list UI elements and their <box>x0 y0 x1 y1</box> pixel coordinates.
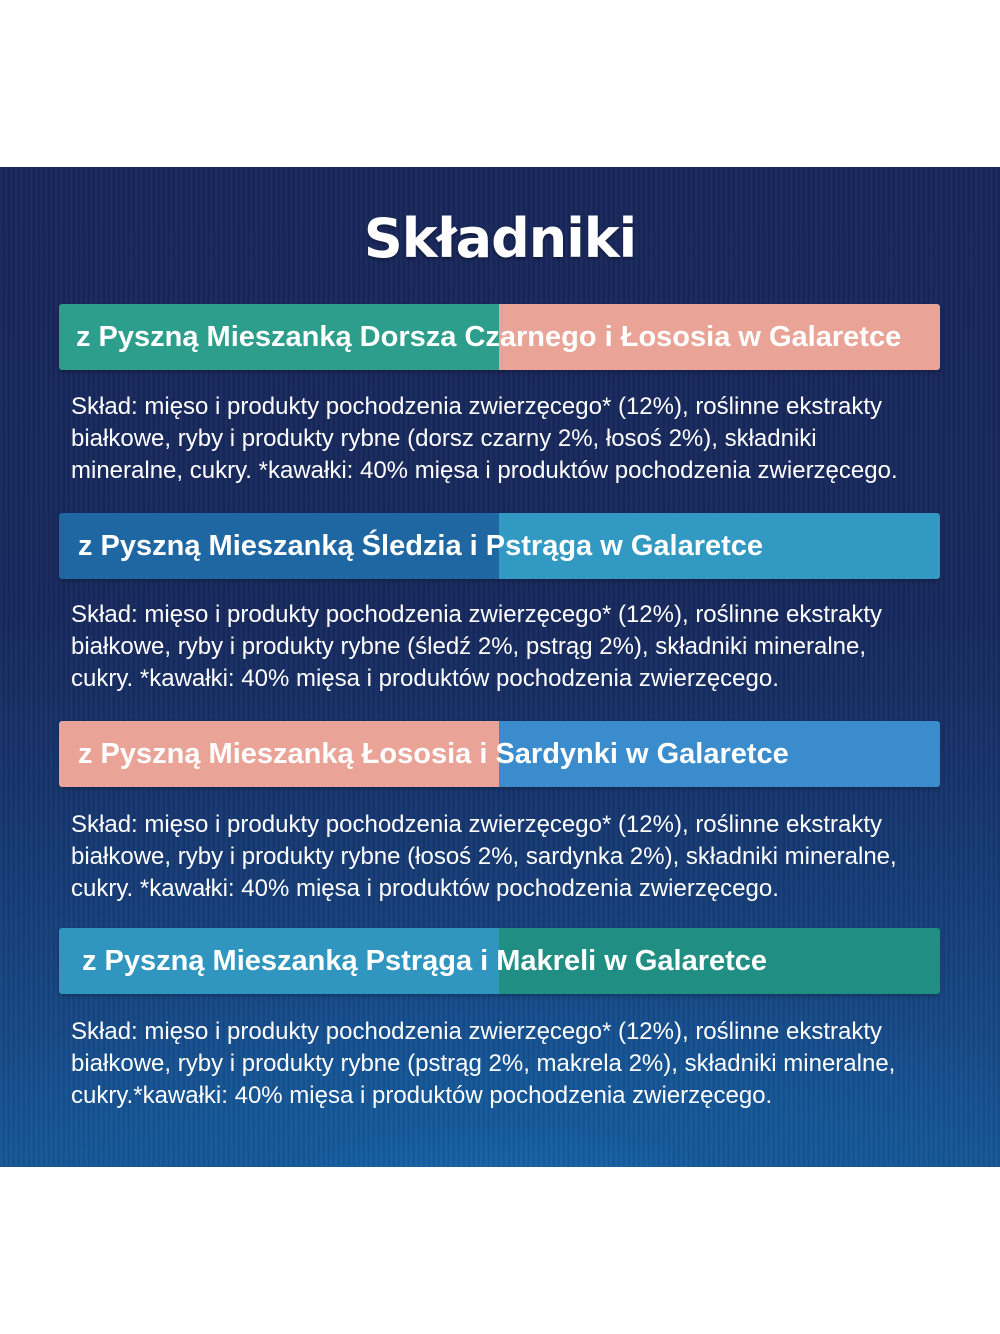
banner-trout-mackerel <box>59 928 940 994</box>
ingredients-line: białkowe, ryby i produkty rybne (śledź 2%, pstrąg 2%), składniki mineralne, <box>71 633 867 660</box>
ingredients-text-herring-trout <box>71 599 941 695</box>
banner-herring-trout <box>59 513 940 579</box>
ingredients-line: cukry. *kawałki: 40% mięsa i produktów pochodzenia zwierzęcego. <box>71 875 779 902</box>
banner-label: z Pyszną Mieszanką Łososia i Sardynki w Galaretce <box>78 738 789 770</box>
banner-label: z Pyszną Mieszanką Pstrąga i Makreli w Galaretce <box>82 945 768 977</box>
ingredients-line: mineralne, cukry. *kawałki: 40% mięsa i produktów pochodzenia zwierzęcego. <box>71 457 898 484</box>
banner-cod-salmon <box>59 304 940 370</box>
ingredients-line: białkowe, ryby i produkty rybne (dorsz czarny 2%, łosoś 2%), składniki <box>71 425 817 452</box>
ingredients-text-salmon-sardine <box>71 809 941 905</box>
ingredients-line: cukry. *kawałki: 40% mięsa i produktów pochodzenia zwierzęcego. <box>71 665 779 692</box>
ingredients-line: Skład: mięso i produkty pochodzenia zwierzęcego* (12%), roślinne ekstrakty <box>71 811 883 838</box>
banner-salmon-sardine <box>59 721 940 787</box>
banner-label: z Pyszną Mieszanką Śledzia i Pstrąga w Galaretce <box>78 530 764 562</box>
ingredients-line: cukry.*kawałki: 40% mięsa i produktów pochodzenia zwierzęcego. <box>71 1082 773 1109</box>
ingredients-line: Skład: mięso i produkty pochodzenia zwierzęcego* (12%), roślinne ekstrakty <box>71 1018 883 1045</box>
ingredients-line: białkowe, ryby i produkty rybne (pstrąg 2%, makrela 2%), składniki mineralne, <box>71 1050 896 1077</box>
ingredients-panel <box>0 167 1000 1167</box>
ingredients-line: Skład: mięso i produkty pochodzenia zwierzęcego* (12%), roślinne ekstrakty <box>71 601 883 628</box>
page-title: Składniki <box>363 207 637 270</box>
ingredients-line: Skład: mięso i produkty pochodzenia zwierzęcego* (12%), roślinne ekstrakty <box>71 393 883 420</box>
ingredients-text-cod-salmon <box>71 391 941 487</box>
ingredients-text-trout-mackerel <box>71 1016 941 1112</box>
banner-label: z Pyszną Mieszanką Dorsza Czarnego i Łososia w Galaretce <box>76 321 902 353</box>
ingredients-line: białkowe, ryby i produkty rybne (łosoś 2%, sardynka 2%), składniki mineralne, <box>71 843 897 870</box>
